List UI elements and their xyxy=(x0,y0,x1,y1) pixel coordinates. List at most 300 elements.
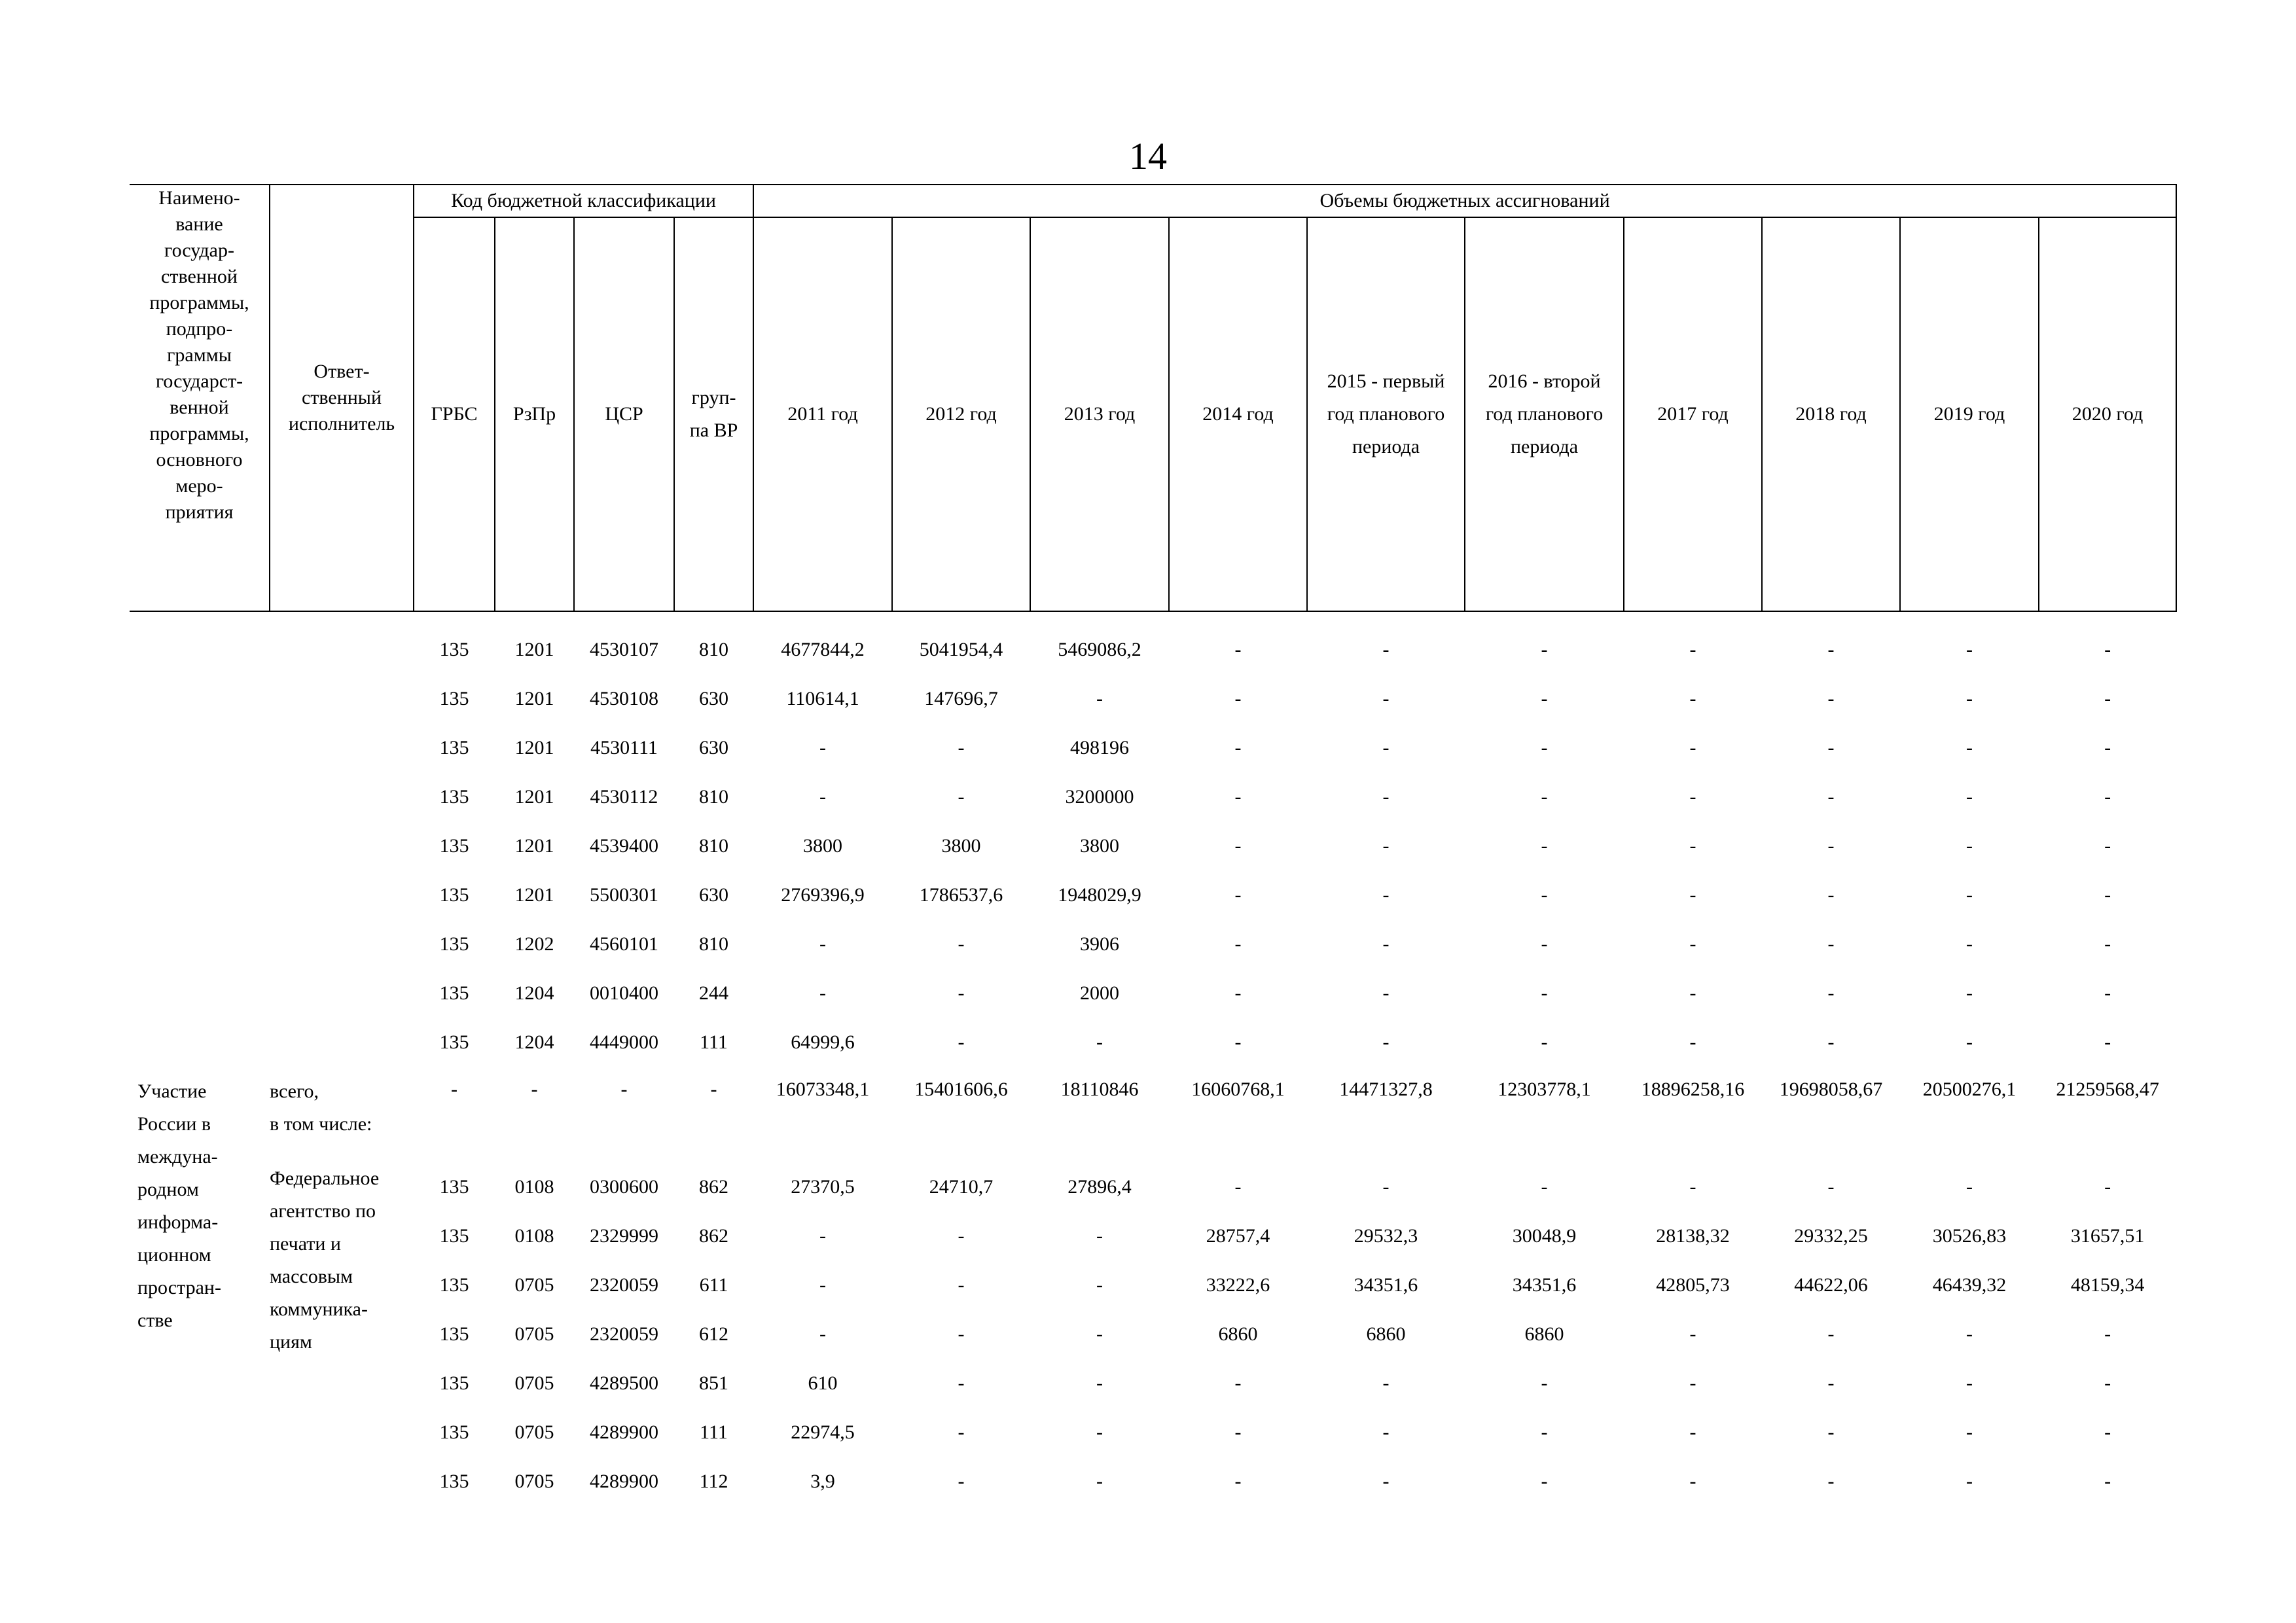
table-cell: 0108 xyxy=(514,1175,554,1198)
table-cell: - xyxy=(1689,736,1696,758)
table-cell: - xyxy=(1234,982,1242,1004)
total-cell: 15401606,6 xyxy=(914,1079,1008,1100)
table-cell: - xyxy=(1689,785,1696,808)
table-cell: 111 xyxy=(700,1031,728,1053)
total-cell: - xyxy=(620,1079,628,1100)
table-cell: - xyxy=(1827,736,1835,758)
table-cell: - xyxy=(2104,1421,2111,1443)
table-cell: - xyxy=(1382,1372,1390,1394)
table-cell: 862 xyxy=(699,1224,729,1247)
table-cell: - xyxy=(2104,1175,2111,1198)
table-cell: 0010400 xyxy=(590,982,658,1004)
table-cell: 810 xyxy=(699,933,729,955)
empty-cell xyxy=(270,1018,414,1067)
table-cell: - xyxy=(1541,834,1548,857)
header-year-2011: 2011 год xyxy=(753,217,892,611)
table-cell: - xyxy=(1966,834,1973,857)
program-name: Участие России в междуна- родном информа- ционном простран- стве xyxy=(137,1080,221,1331)
header-year-2020: 2020 год xyxy=(2039,217,2176,611)
table-cell: - xyxy=(819,982,827,1004)
table-row xyxy=(130,1260,2176,1310)
table-cell: 24710,7 xyxy=(929,1175,994,1198)
table-row xyxy=(130,1457,2176,1506)
table-cell: 31657,51 xyxy=(2070,1224,2145,1247)
table-row xyxy=(130,723,2176,772)
program-total-row xyxy=(130,1067,2176,1162)
empty-cell xyxy=(130,674,270,723)
table-row xyxy=(130,919,2176,969)
table-row xyxy=(130,969,2176,1018)
table-cell: 5500301 xyxy=(590,883,658,906)
header-grbs: ГРБС xyxy=(414,217,495,611)
table-cell: 610 xyxy=(808,1372,838,1394)
table-cell: - xyxy=(1234,1031,1242,1053)
table-cell: - xyxy=(1382,933,1390,955)
table-cell: - xyxy=(1096,687,1103,709)
table-cell: 135 xyxy=(439,1031,469,1053)
table-cell: - xyxy=(1966,982,1973,1004)
empty-cell xyxy=(270,772,414,821)
table-cell: - xyxy=(819,933,827,955)
table-cell: 1786537,6 xyxy=(919,883,1003,906)
table-cell: - xyxy=(1827,982,1835,1004)
table-cell: - xyxy=(2104,638,2111,660)
table-cell: 4530108 xyxy=(590,687,658,709)
table-cell: - xyxy=(1382,1421,1390,1443)
table-cell: - xyxy=(1966,1031,1973,1053)
empty-cell xyxy=(270,821,414,870)
table-cell: 3800 xyxy=(803,834,843,857)
table-cell: - xyxy=(1966,1372,1973,1394)
table-cell: - xyxy=(1382,834,1390,857)
empty-cell xyxy=(130,625,270,674)
table-cell: 28138,32 xyxy=(1656,1224,1730,1247)
table-cell: 851 xyxy=(699,1372,729,1394)
table-row xyxy=(130,1162,2176,1211)
table-row xyxy=(130,772,2176,821)
table-cell: 27370,5 xyxy=(791,1175,855,1198)
table-cell: - xyxy=(1827,834,1835,857)
table-cell: - xyxy=(1234,1175,1242,1198)
table-cell: - xyxy=(1827,638,1835,660)
total-cell: 20500276,1 xyxy=(1922,1079,2017,1100)
header-program-name: Наимено- вание государ- ственной программы, подпро- граммы государст- венной программы, основного меро- приятия xyxy=(130,185,270,611)
table-cell: - xyxy=(1541,982,1548,1004)
table-cell: 5041954,4 xyxy=(919,638,1003,660)
table-cell: 135 xyxy=(439,1175,469,1198)
table-cell: 135 xyxy=(439,933,469,955)
table-cell: - xyxy=(1541,883,1548,906)
table-cell: - xyxy=(1234,883,1242,906)
table-cell: 3,9 xyxy=(810,1470,835,1492)
table-cell: - xyxy=(958,785,965,808)
table-cell: - xyxy=(1689,834,1696,857)
table-cell: 244 xyxy=(699,982,729,1004)
table-cell: - xyxy=(1827,1470,1835,1492)
table-cell: 112 xyxy=(699,1470,728,1492)
empty-cell xyxy=(130,821,270,870)
table-row xyxy=(130,821,2176,870)
table-cell: 1201 xyxy=(514,638,554,660)
table-row xyxy=(130,1211,2176,1260)
header-executor: Ответ- ственный исполнитель xyxy=(270,185,414,611)
table-cell: 135 xyxy=(439,1323,469,1345)
table-cell: 111 xyxy=(700,1421,728,1443)
table-cell: - xyxy=(1541,736,1548,758)
table-cell: 135 xyxy=(439,736,469,758)
table-cell: 630 xyxy=(699,736,729,758)
empty-cell xyxy=(270,723,414,772)
table-cell: - xyxy=(819,736,827,758)
table-cell: - xyxy=(958,736,965,758)
table-cell: 1204 xyxy=(514,1031,554,1053)
table-cell: 135 xyxy=(439,1421,469,1443)
table-cell: 2320059 xyxy=(590,1323,658,1345)
table-cell: - xyxy=(1541,638,1548,660)
table-cell: - xyxy=(958,1323,965,1345)
table-cell: 4449000 xyxy=(590,1031,658,1053)
table-cell: - xyxy=(1541,1031,1548,1053)
table-cell: 34351,6 xyxy=(1354,1274,1418,1296)
header-year-2016: 2016 - второй год планового периода xyxy=(1465,217,1624,611)
header-year-2017: 2017 год xyxy=(1624,217,1762,611)
table-cell: 4289900 xyxy=(590,1421,658,1443)
table-cell: 22974,5 xyxy=(791,1421,855,1443)
table-cell: - xyxy=(958,1421,965,1443)
table-cell: 1201 xyxy=(514,687,554,709)
total-cell: 21259568,47 xyxy=(2056,1079,2159,1100)
table-cell: - xyxy=(958,1031,965,1053)
table-cell: - xyxy=(1541,1372,1548,1394)
table-cell: - xyxy=(1382,883,1390,906)
total-cell: - xyxy=(710,1079,717,1100)
table-cell: 2769396,9 xyxy=(781,883,865,906)
table-cell: - xyxy=(1827,1372,1835,1394)
header-year-2012: 2012 год xyxy=(892,217,1030,611)
empty-cell xyxy=(270,625,414,674)
total-cell: 12303778,1 xyxy=(1498,1079,1591,1100)
table-cell: 0108 xyxy=(514,1224,554,1247)
table-cell: - xyxy=(1827,687,1835,709)
table-cell: - xyxy=(1827,933,1835,955)
table-cell: - xyxy=(1689,1323,1696,1345)
table-cell: 4560101 xyxy=(590,933,658,955)
table-cell: 0705 xyxy=(514,1421,554,1443)
table-cell: - xyxy=(2104,982,2111,1004)
table-cell: - xyxy=(1827,785,1835,808)
table-cell: - xyxy=(958,982,965,1004)
empty-cell xyxy=(130,772,270,821)
table-cell: 6860 xyxy=(1218,1323,1258,1345)
table-cell: - xyxy=(1689,1031,1696,1053)
table-cell: 4530107 xyxy=(590,638,658,660)
total-cell: 16073348,1 xyxy=(776,1079,870,1100)
table-cell: - xyxy=(1541,1470,1548,1492)
header-year-2014: 2014 год xyxy=(1169,217,1307,611)
table-cell: 5469086,2 xyxy=(1058,638,1141,660)
total-cell: 16060768,1 xyxy=(1191,1079,1285,1100)
table-row xyxy=(130,1310,2176,1359)
table-cell: - xyxy=(1689,1175,1696,1198)
table-cell: - xyxy=(1382,687,1390,709)
empty-cell xyxy=(130,919,270,969)
spacer-cell xyxy=(130,611,2176,625)
table-cell: - xyxy=(1966,883,1973,906)
table-cell: - xyxy=(1827,1323,1835,1345)
table-cell: - xyxy=(1234,736,1242,758)
table-cell: 135 xyxy=(439,1224,469,1247)
table-cell: - xyxy=(1234,1470,1242,1492)
spacer-row xyxy=(130,611,2176,625)
table-cell: 147696,7 xyxy=(924,687,998,709)
table-cell: - xyxy=(958,933,965,955)
table-cell: 2000 xyxy=(1080,982,1120,1004)
table-cell: - xyxy=(1966,638,1973,660)
table-cell: - xyxy=(1096,1224,1103,1247)
table-cell: 48159,34 xyxy=(2070,1274,2145,1296)
table-cell: - xyxy=(1689,1470,1696,1492)
empty-cell xyxy=(270,969,414,1018)
table-cell: 44622,06 xyxy=(1794,1274,1868,1296)
table-cell: - xyxy=(819,1323,827,1345)
table-cell: - xyxy=(958,1372,965,1394)
table-cell: - xyxy=(1827,1031,1835,1053)
table-cell: 4677844,2 xyxy=(781,638,865,660)
table-cell: 33222,6 xyxy=(1206,1274,1270,1296)
table-cell: - xyxy=(2104,933,2111,955)
table-cell: 4530112 xyxy=(590,785,658,808)
header-budget-code: Код бюджетной классификации xyxy=(414,185,753,217)
header-year-2018: 2018 год xyxy=(1762,217,1900,611)
table-header xyxy=(130,185,2176,611)
table-cell: 30048,9 xyxy=(1512,1224,1577,1247)
table-cell: 135 xyxy=(439,1372,469,1394)
table-cell: 3906 xyxy=(1080,933,1120,955)
table-cell: - xyxy=(2104,736,2111,758)
table-cell: 4289500 xyxy=(590,1372,658,1394)
table-cell: - xyxy=(1096,1274,1103,1296)
table-cell: - xyxy=(1827,1421,1835,1443)
table-cell: 29532,3 xyxy=(1354,1224,1418,1247)
total-cell: 14471327,8 xyxy=(1339,1079,1433,1100)
page-number xyxy=(0,134,2296,178)
table-cell: - xyxy=(1966,1323,1973,1345)
table-cell: 612 xyxy=(699,1323,729,1345)
table-cell: 135 xyxy=(439,687,469,709)
table-cell: - xyxy=(1541,687,1548,709)
table-cell: 4289900 xyxy=(590,1470,658,1492)
total-cell: - xyxy=(531,1079,538,1100)
table-cell: 6860 xyxy=(1524,1323,1564,1345)
table-cell: - xyxy=(2104,883,2111,906)
table-cell: - xyxy=(2104,834,2111,857)
table-cell: 0705 xyxy=(514,1372,554,1394)
table-row xyxy=(130,625,2176,674)
table-cell: 498196 xyxy=(1070,736,1130,758)
table-cell: - xyxy=(1234,1372,1242,1394)
table-cell: - xyxy=(1689,883,1696,906)
header-year-2015: 2015 - первый год планового периода xyxy=(1307,217,1465,611)
table-cell: - xyxy=(1966,785,1973,808)
table-row xyxy=(130,1408,2176,1457)
table-cell: - xyxy=(1689,1421,1696,1443)
table-cell: - xyxy=(1966,1175,1973,1198)
table-cell: - xyxy=(1382,1470,1390,1492)
table-cell: - xyxy=(1689,933,1696,955)
table-cell: 3800 xyxy=(1080,834,1120,857)
table-cell: 64999,6 xyxy=(791,1031,855,1053)
table-cell: 1201 xyxy=(514,834,554,857)
table-cell: 2329999 xyxy=(590,1224,658,1247)
total-label: всего, в том числе: xyxy=(270,1080,372,1135)
table-cell: - xyxy=(819,1274,827,1296)
header-rzpr: РзПр xyxy=(495,217,574,611)
table-cell: - xyxy=(1541,1421,1548,1443)
executor-name: Федеральное агентство по печати и массовым коммуника- циям xyxy=(270,1168,380,1353)
table-cell: 2320059 xyxy=(590,1274,658,1296)
header-vr: груп- па ВР xyxy=(674,217,753,611)
budget-table xyxy=(130,184,2177,1506)
table-cell: - xyxy=(1966,1421,1973,1443)
table-cell: 42805,73 xyxy=(1656,1274,1730,1296)
empty-cell xyxy=(130,969,270,1018)
header-csr: ЦСР xyxy=(574,217,674,611)
table-cell: - xyxy=(1234,687,1242,709)
table-cell: - xyxy=(1966,1470,1973,1492)
table-cell: - xyxy=(1827,883,1835,906)
table-cell: - xyxy=(1382,638,1390,660)
total-cell: 18896258,16 xyxy=(1641,1079,1745,1100)
table-cell: 29332,25 xyxy=(1794,1224,1868,1247)
table-cell: 110614,1 xyxy=(786,687,859,709)
table-row xyxy=(130,1359,2176,1408)
table-cell: - xyxy=(958,1470,965,1492)
table-cell: - xyxy=(1966,736,1973,758)
table-cell: - xyxy=(1966,687,1973,709)
table-cell: 28757,4 xyxy=(1206,1224,1270,1247)
table-cell: 34351,6 xyxy=(1512,1274,1577,1296)
table-cell: - xyxy=(2104,1323,2111,1345)
empty-cell xyxy=(270,919,414,969)
table-cell: - xyxy=(1234,933,1242,955)
table-cell: - xyxy=(2104,785,2111,808)
table-cell: 4539400 xyxy=(590,834,658,857)
empty-cell xyxy=(130,723,270,772)
table-cell: 30526,83 xyxy=(1932,1224,2007,1247)
table-cell: 135 xyxy=(439,834,469,857)
table-cell: - xyxy=(1234,785,1242,808)
table-cell: - xyxy=(1382,736,1390,758)
table-cell: 0705 xyxy=(514,1470,554,1492)
table-cell: - xyxy=(1382,785,1390,808)
table-cell: 6860 xyxy=(1366,1323,1406,1345)
table-row xyxy=(130,674,2176,723)
table-cell: 862 xyxy=(699,1175,729,1198)
header-year-2019: 2019 год xyxy=(1900,217,2039,611)
table-cell: 630 xyxy=(699,687,729,709)
header-year-2013: 2013 год xyxy=(1030,217,1169,611)
table-cell: - xyxy=(1689,982,1696,1004)
table-cell: - xyxy=(1382,1175,1390,1198)
table-cell: - xyxy=(2104,1470,2111,1492)
table-cell: - xyxy=(1382,982,1390,1004)
table-cell: - xyxy=(958,1274,965,1296)
table-cell: - xyxy=(1096,1372,1103,1394)
table-cell: 810 xyxy=(699,785,729,808)
table-cell: - xyxy=(1234,834,1242,857)
table-body xyxy=(130,611,2176,1506)
table-cell: - xyxy=(1096,1421,1103,1443)
table-cell: 135 xyxy=(439,638,469,660)
empty-cell xyxy=(270,674,414,723)
table-cell: - xyxy=(1541,933,1548,955)
table-cell: 1201 xyxy=(514,785,554,808)
table-cell: - xyxy=(1234,1421,1242,1443)
table-cell: - xyxy=(1096,1470,1103,1492)
table-cell: 3200000 xyxy=(1065,785,1134,808)
table-cell: 135 xyxy=(439,1274,469,1296)
total-cell: 18110846 xyxy=(1060,1079,1139,1100)
table-cell: - xyxy=(1689,638,1696,660)
table-cell: - xyxy=(1541,1175,1548,1198)
table-cell: 630 xyxy=(699,883,729,906)
table-cell: - xyxy=(819,785,827,808)
table-cell: - xyxy=(1096,1031,1103,1053)
empty-cell xyxy=(130,1018,270,1067)
table-cell: 4530111 xyxy=(590,736,658,758)
table-cell: - xyxy=(1234,638,1242,660)
table-cell: - xyxy=(1827,1175,1835,1198)
table-cell: - xyxy=(1096,1323,1103,1345)
total-cell: 19698058,67 xyxy=(1779,1079,1883,1100)
table-cell: 1204 xyxy=(514,982,554,1004)
table-cell: - xyxy=(1689,1372,1696,1394)
total-cell: - xyxy=(451,1079,457,1100)
table-cell: 135 xyxy=(439,982,469,1004)
table-cell: 810 xyxy=(699,834,729,857)
table-cell: - xyxy=(2104,1372,2111,1394)
header-allocations: Объемы бюджетных ассигнований xyxy=(753,185,2176,217)
table-cell: - xyxy=(1541,785,1548,808)
table-cell: 0705 xyxy=(514,1274,554,1296)
page-number-text: 14 xyxy=(1129,135,1167,177)
table-cell: 135 xyxy=(439,785,469,808)
table-cell: 0705 xyxy=(514,1323,554,1345)
table-cell: - xyxy=(2104,687,2111,709)
table-cell: 46439,32 xyxy=(1932,1274,2007,1296)
table-cell: 1201 xyxy=(514,883,554,906)
empty-cell xyxy=(270,870,414,919)
table-cell: 27896,4 xyxy=(1067,1175,1132,1198)
table-cell: - xyxy=(819,1224,827,1247)
table-cell: 0300600 xyxy=(590,1175,658,1198)
table-cell: 3800 xyxy=(941,834,981,857)
table-cell: - xyxy=(1382,1031,1390,1053)
table-cell: - xyxy=(1966,933,1973,955)
table-cell: 611 xyxy=(699,1274,728,1296)
table-row xyxy=(130,1018,2176,1067)
table-cell: - xyxy=(2104,1031,2111,1053)
table-cell: 135 xyxy=(439,883,469,906)
table-cell: 810 xyxy=(699,638,729,660)
table-row xyxy=(130,870,2176,919)
table-cell: - xyxy=(1689,687,1696,709)
table-cell: 1948029,9 xyxy=(1058,883,1141,906)
table-cell: - xyxy=(958,1224,965,1247)
table-cell: 1201 xyxy=(514,736,554,758)
table-cell: 1202 xyxy=(514,933,554,955)
table-cell: 135 xyxy=(439,1470,469,1492)
